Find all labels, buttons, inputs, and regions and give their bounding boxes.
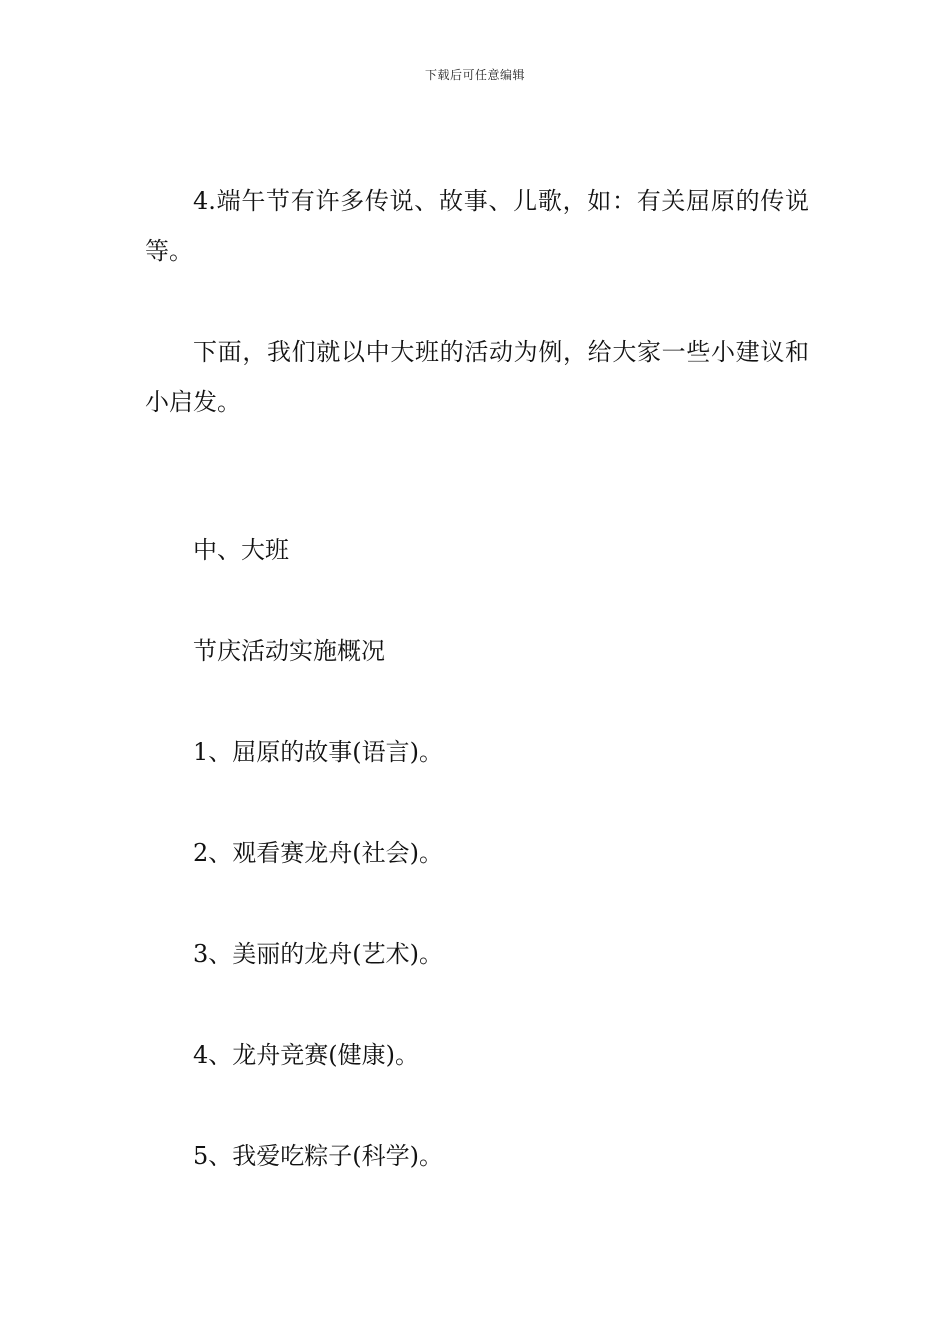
paragraph-legends: 4.端午节有许多传说、故事、儿歌，如：有关屈原的传说等。	[145, 187, 809, 265]
page-header-note: 下载后可任意编辑	[424, 68, 525, 82]
activity-item: 4、龙舟竞赛(健康)。	[193, 1041, 419, 1069]
activity-item: 5、我爱吃粽子(科学)。	[193, 1142, 443, 1170]
section-overview-title: 节庆活动实施概况	[193, 637, 385, 665]
paragraph-intro: 下面，我们就以中大班的活动为例，给大家一些小建议和小启发。	[145, 338, 809, 416]
section-class-label: 中、大班	[193, 536, 289, 564]
document-body	[145, 176, 809, 1232]
activity-item: 3、美丽的龙舟(艺术)。	[193, 940, 443, 968]
activity-item: 2、观看赛龙舟(社会)。	[193, 839, 443, 867]
activity-item: 1、屈原的故事(语言)。	[193, 738, 443, 766]
